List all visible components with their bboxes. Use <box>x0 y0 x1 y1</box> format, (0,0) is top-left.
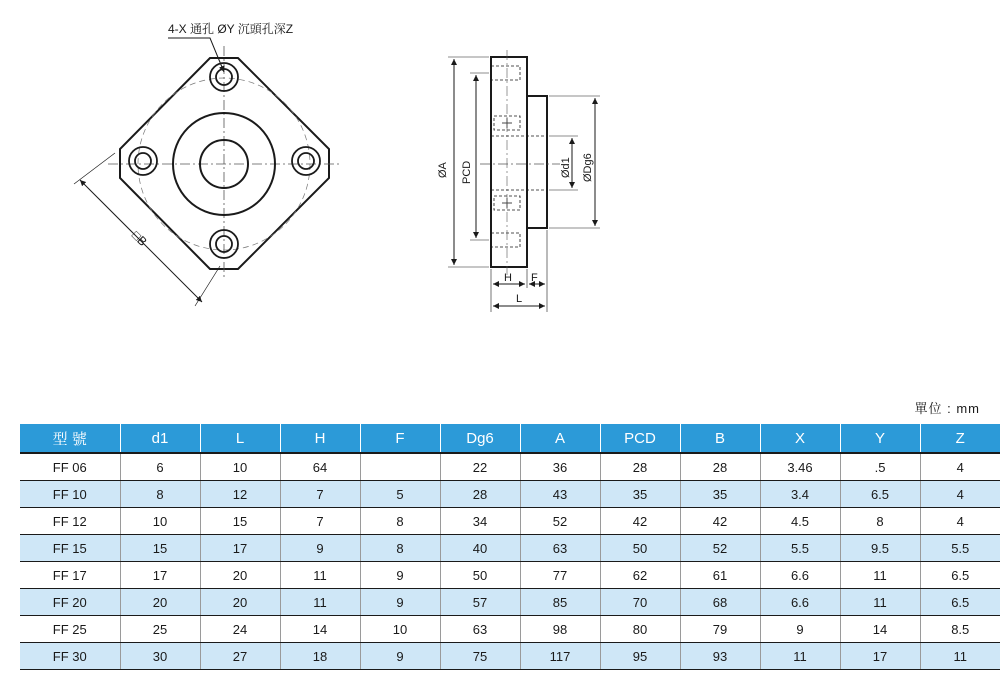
value-cell: .5 <box>840 453 920 481</box>
value-cell: 42 <box>680 508 760 535</box>
value-cell: 7 <box>280 508 360 535</box>
value-cell: 22 <box>440 453 520 481</box>
value-cell: 95 <box>600 643 680 670</box>
value-cell: 63 <box>520 535 600 562</box>
value-cell: 8.5 <box>920 616 1000 643</box>
dim-d1-label: Ød1 <box>560 157 572 178</box>
column-header: Y <box>840 424 920 453</box>
value-cell: 6.5 <box>920 562 1000 589</box>
value-cell: 14 <box>280 616 360 643</box>
value-cell: 68 <box>680 589 760 616</box>
value-cell: 8 <box>360 535 440 562</box>
value-cell: 80 <box>600 616 680 643</box>
table-row <box>20 643 1000 670</box>
value-cell: 10 <box>360 616 440 643</box>
square-b-label: □B <box>129 228 150 249</box>
value-cell: 6.5 <box>920 589 1000 616</box>
value-cell: 34 <box>440 508 520 535</box>
value-cell: 9 <box>360 589 440 616</box>
value-cell: 3.46 <box>760 453 840 481</box>
value-cell: 11 <box>280 562 360 589</box>
value-cell: 75 <box>440 643 520 670</box>
value-cell: 9.5 <box>840 535 920 562</box>
value-cell: 61 <box>680 562 760 589</box>
value-cell: 4 <box>920 453 1000 481</box>
value-cell: 42 <box>600 508 680 535</box>
unit-label: 單位 : mm <box>914 401 980 416</box>
table-row <box>20 481 1000 508</box>
value-cell: 35 <box>600 481 680 508</box>
value-cell: 25 <box>120 616 200 643</box>
bolt-hole-right <box>292 147 320 175</box>
value-cell: 12 <box>200 481 280 508</box>
value-cell: 63 <box>440 616 520 643</box>
value-cell: 70 <box>600 589 680 616</box>
value-cell: 52 <box>520 508 600 535</box>
front-view <box>74 21 342 306</box>
value-cell: 9 <box>360 643 440 670</box>
value-cell: 5 <box>360 481 440 508</box>
value-cell: 18 <box>280 643 360 670</box>
value-cell: 20 <box>200 562 280 589</box>
value-cell: 93 <box>680 643 760 670</box>
value-cell: 11 <box>920 643 1000 670</box>
value-cell: 85 <box>520 589 600 616</box>
table-row <box>20 535 1000 562</box>
value-cell: 11 <box>840 589 920 616</box>
value-cell: 57 <box>440 589 520 616</box>
value-cell: 28 <box>440 481 520 508</box>
value-cell: 17 <box>120 562 200 589</box>
value-cell: 30 <box>120 643 200 670</box>
value-cell: 8 <box>360 508 440 535</box>
column-header: 型 號 <box>20 424 120 453</box>
bolt-hole-left <box>129 147 157 175</box>
value-cell: 15 <box>200 508 280 535</box>
value-cell: 4.5 <box>760 508 840 535</box>
model-cell: FF 10 <box>20 481 120 508</box>
column-header: PCD <box>600 424 680 453</box>
table-row <box>20 453 1000 481</box>
value-cell: 11 <box>840 562 920 589</box>
value-cell: 6 <box>120 453 200 481</box>
table-row <box>20 589 1000 616</box>
dim-dg6-label: ØDg6 <box>582 153 594 182</box>
value-cell: 11 <box>760 643 840 670</box>
value-cell: 15 <box>120 535 200 562</box>
model-cell: FF 15 <box>20 535 120 562</box>
value-cell: 28 <box>600 453 680 481</box>
model-cell: FF 06 <box>20 453 120 481</box>
value-cell: 52 <box>680 535 760 562</box>
value-cell: 6.5 <box>840 481 920 508</box>
column-header: Dg6 <box>440 424 520 453</box>
value-cell: 10 <box>120 508 200 535</box>
table-row <box>20 616 1000 643</box>
dim-f-label: F <box>531 272 538 284</box>
value-cell: 17 <box>200 535 280 562</box>
column-header: A <box>520 424 600 453</box>
value-cell: 5.5 <box>920 535 1000 562</box>
value-cell: 64 <box>280 453 360 481</box>
spec-table <box>20 424 1000 670</box>
model-cell: FF 25 <box>20 616 120 643</box>
column-header: d1 <box>120 424 200 453</box>
model-cell: FF 12 <box>20 508 120 535</box>
value-cell: 27 <box>200 643 280 670</box>
table-header-row <box>20 424 1000 453</box>
column-header: B <box>680 424 760 453</box>
column-header: X <box>760 424 840 453</box>
column-header: H <box>280 424 360 453</box>
value-cell: 98 <box>520 616 600 643</box>
value-cell: 10 <box>200 453 280 481</box>
table-body <box>20 453 1000 670</box>
column-header: F <box>360 424 440 453</box>
hole-note-label: 4-X 通孔 ØY 沉頭孔深Z <box>168 22 294 36</box>
value-cell <box>360 453 440 481</box>
model-cell: FF 20 <box>20 589 120 616</box>
model-cell: FF 30 <box>20 643 120 670</box>
value-cell: 43 <box>520 481 600 508</box>
dim-l-label: L <box>516 293 523 305</box>
value-cell: 6.6 <box>760 589 840 616</box>
value-cell: 17 <box>840 643 920 670</box>
value-cell: 40 <box>440 535 520 562</box>
table-row <box>20 508 1000 535</box>
value-cell: 8 <box>840 508 920 535</box>
value-cell: 5.5 <box>760 535 840 562</box>
value-cell: 14 <box>840 616 920 643</box>
value-cell: 35 <box>680 481 760 508</box>
side-view <box>437 50 600 312</box>
value-cell: 8 <box>120 481 200 508</box>
value-cell: 9 <box>280 535 360 562</box>
table-row <box>20 562 1000 589</box>
dim-pcd-label: PCD <box>461 160 473 184</box>
value-cell: 36 <box>520 453 600 481</box>
model-cell: FF 17 <box>20 562 120 589</box>
value-cell: 4 <box>920 481 1000 508</box>
value-cell: 3.4 <box>760 481 840 508</box>
value-cell: 4 <box>920 508 1000 535</box>
value-cell: 20 <box>120 589 200 616</box>
value-cell: 77 <box>520 562 600 589</box>
value-cell: 50 <box>600 535 680 562</box>
value-cell: 28 <box>680 453 760 481</box>
value-cell: 9 <box>760 616 840 643</box>
column-header: L <box>200 424 280 453</box>
value-cell: 50 <box>440 562 520 589</box>
value-cell: 62 <box>600 562 680 589</box>
value-cell: 79 <box>680 616 760 643</box>
value-cell: 117 <box>520 643 600 670</box>
dim-h-label: H <box>504 272 512 284</box>
value-cell: 11 <box>280 589 360 616</box>
value-cell: 6.6 <box>760 562 840 589</box>
value-cell: 7 <box>280 481 360 508</box>
column-header: Z <box>920 424 1000 453</box>
value-cell: 24 <box>200 616 280 643</box>
value-cell: 20 <box>200 589 280 616</box>
dim-a-label: ØA <box>437 162 449 178</box>
value-cell: 9 <box>360 562 440 589</box>
